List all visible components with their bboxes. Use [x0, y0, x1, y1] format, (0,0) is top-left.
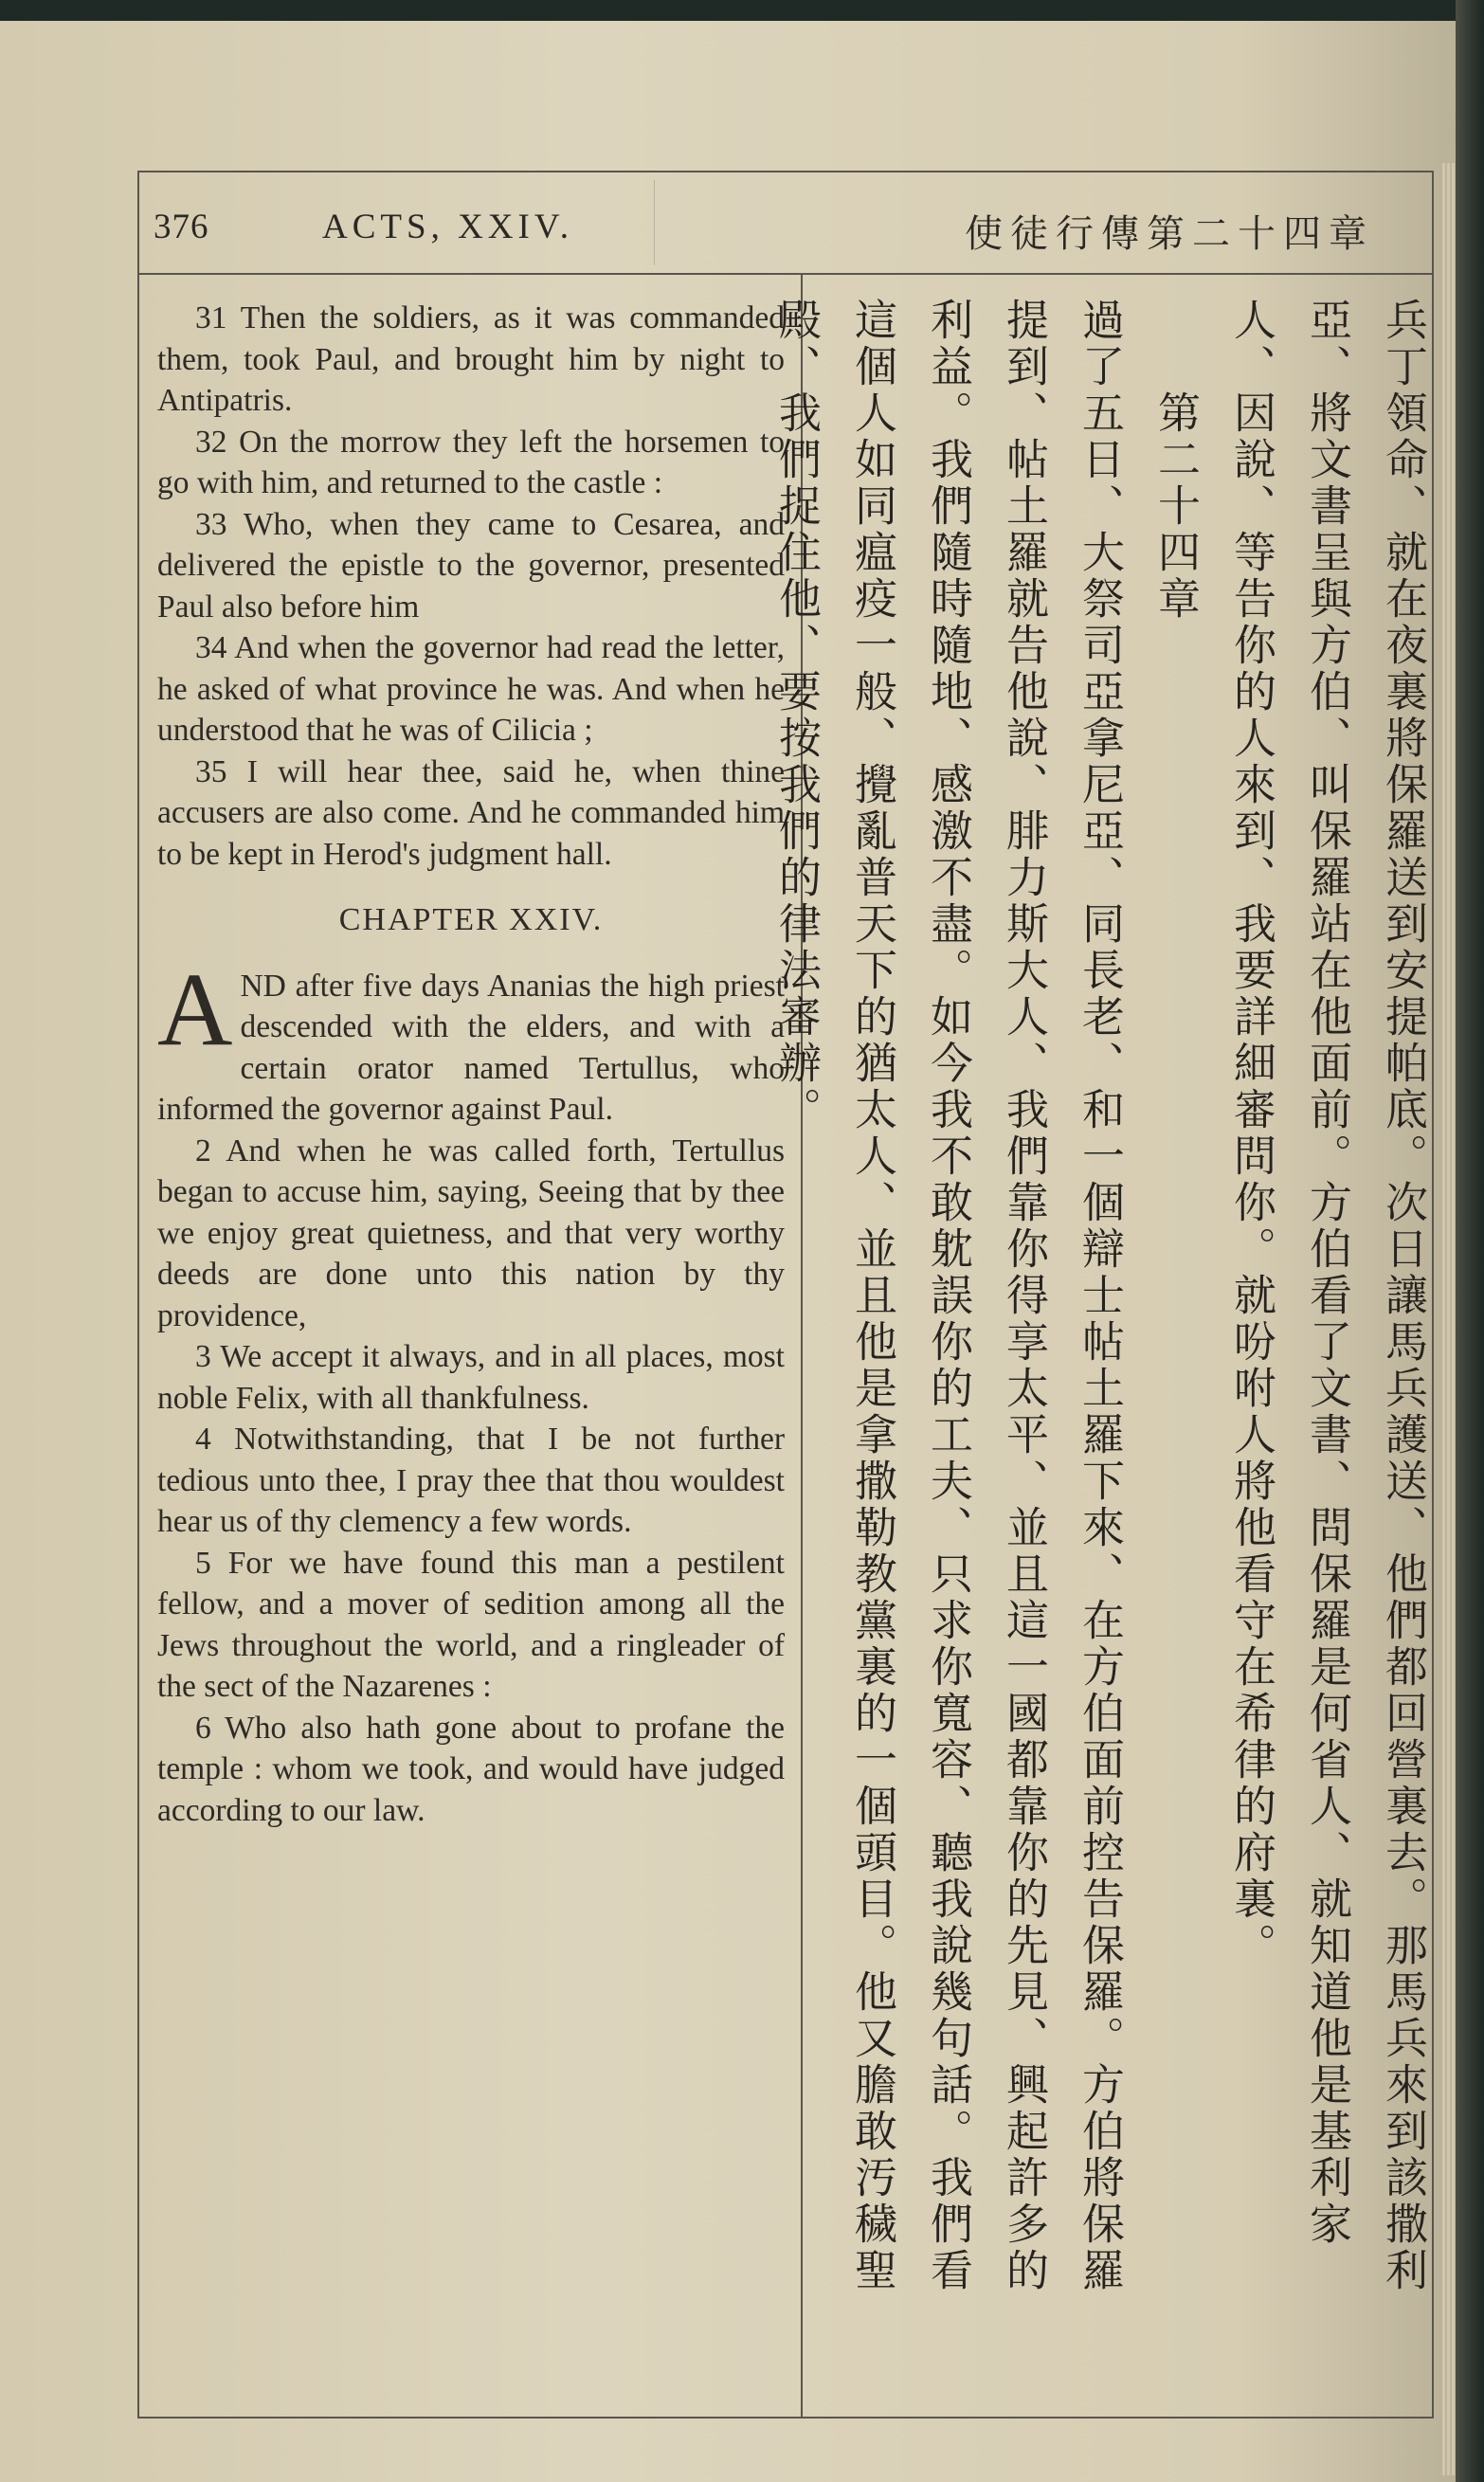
frame-bottom [137, 2417, 1434, 2419]
chapter-heading: CHAPTER XXIV. [338, 902, 604, 937]
book-binding-edge [1456, 0, 1484, 2482]
verse-6: 6 Who also hath gone about to profane the temple : whom we took, and would have judged according to our law. [157, 1710, 785, 1828]
verse-34: 34 And when the governor had read the letter, he asked of what province he was. And when he understood that he was of Cilicia ; [157, 630, 785, 748]
english-column [157, 298, 785, 1831]
verse-35: 35 I will hear thee, said he, when thine accusers are also come. And he commanded him to be kept in Herod's judgment hall. [157, 753, 785, 872]
verse-5: 5 For we have found this man a pestilent fellow, and a mover of sedition among all the Jews throughout the world, and a ringleader of the sect of the Nazarenes : [157, 1545, 785, 1704]
page-number: 376 [154, 208, 209, 246]
chinese-column: 兵丁領命、就在夜裏將保羅送到安提帕底。次日讓馬兵護送、他們都回營裏去。那馬兵來到該撒利亞、將文書呈與方伯、叫保羅站在他面前。方伯看了文書、問保羅是何省人、就知道他是基利家人、因說、等告你的人來到、我要詳細審問你。就吩咐人將他看守在希律的府裏。 第二十四章 過了五日、大祭司亞拿尼亞、同長老、和一個辯士帖土羅下來、在方伯面前控告保羅。方伯將保羅提到、帖土羅就告他說、腓力斯大人、我們靠你得享太平、並且這一國都靠你的先見、興起許多的利益。我們隨時隨地、感激不盡。如今我不敢躭誤你的工夫、只求你寬容、聽我說幾句話。我們看這個人如同瘟疫一般、攪亂普天下的猶太人、並且他是拿撒勒教黨裏的一個頭目。他又膽敢汚穢聖殿、我們捉住他、要按我們的律法審辦。 [771, 298, 1428, 2294]
verse-1 [157, 951, 785, 1131]
verse-3: 3 We accept it always, and in all places, most noble Felix, with all thankfulness. [157, 1339, 785, 1416]
chinese-running-title: 使徒行傳第二十四章 [965, 212, 1374, 256]
verse-31: 31 Then the soldiers, as it was commanded them, took Paul, and brought him by night to Antipatris. [157, 300, 785, 418]
verse-32: 32 On the morrow they left the horsemen to go with him, and returned to the castle : [157, 424, 785, 500]
drop-cap: A [157, 951, 233, 1067]
frame-left [137, 171, 139, 2419]
header-divider [654, 180, 655, 265]
header-bottom-rule [137, 273, 1434, 275]
book-page [0, 21, 1459, 2482]
verse-1-text: ND after five days Ananias the high priest descended with the elders, and with a certain orator named Tertullus, who informed the governor against Paul. [157, 968, 785, 1127]
running-title: ACTS, XXIV. [322, 208, 574, 246]
verse-33: 33 Who, when they came to Cesarea, and delivered the epistle to the governor, presented Paul also before him [157, 506, 785, 625]
verse-2: 2 And when he was called forth, Tertullus began to accuse him, saying, Seeing that by thee we enjoy great quietness, and that very worthy deeds are done unto this nation by thy providence, [157, 1132, 785, 1333]
header-top-rule [137, 171, 1434, 172]
verse-4: 4 Notwithstanding, that I be not further tedious unto thee, I pray thee that thou wouldest hear us of thy clemency a few words. [157, 1422, 785, 1539]
